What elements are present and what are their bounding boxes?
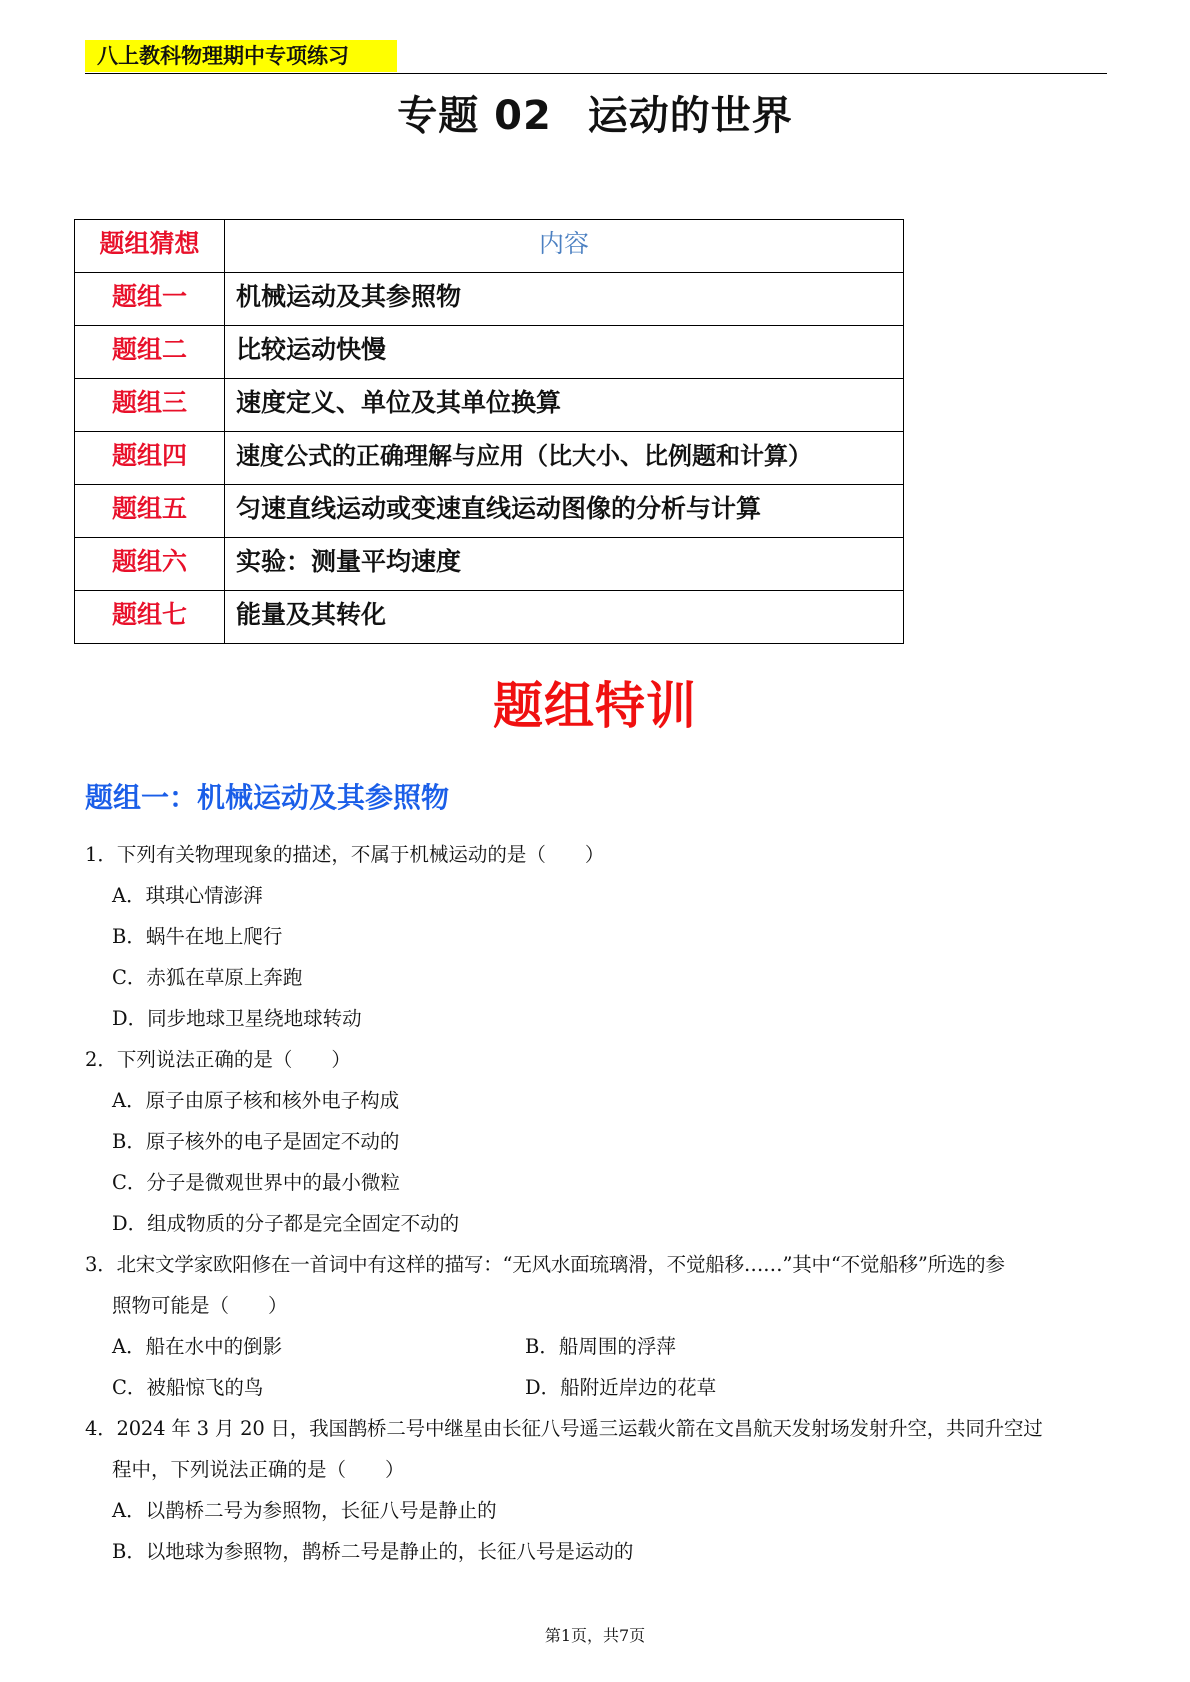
header-rule (85, 73, 1107, 74)
group-cell: 题组二 (75, 326, 225, 379)
group-cell: 题组七 (75, 591, 225, 644)
table-row (75, 485, 904, 538)
content-cell: 速度公式的正确理解与应用（比大小、比例题和计算） (225, 432, 904, 485)
question-2-option-b: B．原子核外的电子是固定不动的 (112, 1130, 400, 1153)
content-cell: 机械运动及其参照物 (225, 273, 904, 326)
question-4-stem-line-2: 程中，下列说法正确的是（ ） (112, 1458, 405, 1481)
title-name: 运动的世界 (587, 93, 793, 139)
question-1-option-d: D．同步地球卫星绕地球转动 (112, 1007, 362, 1030)
title-prefix: 专题 02 (397, 93, 552, 139)
question-4-option-a: A．以鹊桥二号为参照物，长征八号是静止的 (112, 1499, 497, 1522)
table-row (75, 432, 904, 485)
topic-table (74, 219, 904, 644)
question-4-option-b: B．以地球为参照物，鹊桥二号是静止的，长征八号是运动的 (112, 1540, 634, 1563)
section-title: 题组一：机械运动及其参照物 (85, 781, 450, 814)
content-cell: 能量及其转化 (225, 591, 904, 644)
table-row (75, 273, 904, 326)
content-cell: 实验：测量平均速度 (225, 538, 904, 591)
page-number: 第1页，共7页 (544, 1626, 646, 1645)
table-header-content: 内容 (225, 220, 904, 273)
table-header-group: 题组猜想 (75, 220, 225, 273)
question-3-option-b: B．船周围的浮萍 (525, 1335, 676, 1358)
group-cell: 题组四 (75, 432, 225, 485)
question-4-stem-line-1: 4．2024 年 3 月 20 日，我国鹊桥二号中继星由长征八号遥三运载火箭在文昌航天发射场发射升空，共同升空过 (85, 1417, 1043, 1440)
question-1-option-a: A．琪琪心情澎湃 (112, 884, 263, 907)
question-3-option-d: D．船附近岸边的花草 (525, 1376, 717, 1399)
content-cell: 匀速直线运动或变速直线运动图像的分析与计算 (225, 485, 904, 538)
content-cell: 比较运动快慢 (225, 326, 904, 379)
question-2-option-d: D．组成物质的分子都是完全固定不动的 (112, 1212, 460, 1235)
document-title (0, 84, 1190, 141)
question-2-option-c: C．分子是微观世界中的最小微粒 (112, 1171, 400, 1194)
question-2-stem: 2．下列说法正确的是（ ） (85, 1048, 351, 1071)
group-cell: 题组六 (75, 538, 225, 591)
table-row (75, 591, 904, 644)
question-3-option-c: C．被船惊飞的鸟 (112, 1376, 264, 1399)
content-cell: 速度定义、单位及其单位换算 (225, 379, 904, 432)
question-1-option-c: C．赤狐在草原上奔跑 (112, 966, 303, 989)
table-row (75, 538, 904, 591)
group-cell: 题组一 (75, 273, 225, 326)
table-row (75, 379, 904, 432)
question-3-option-a: A．船在水中的倒影 (112, 1335, 283, 1358)
question-1-option-b: B．蜗牛在地上爬行 (112, 925, 283, 948)
training-title: 题组特训 (493, 677, 697, 735)
table-row (75, 326, 904, 379)
question-2-option-a: A．原子由原子核和核外电子构成 (112, 1089, 400, 1112)
group-cell: 题组五 (75, 485, 225, 538)
question-3-stem-line-1: 3．北宋文学家欧阳修在一首词中有这样的描写：“无风水面琉璃滑，不觉船移……”其中“不觉船移”所选的参 (85, 1253, 1005, 1276)
group-cell: 题组三 (75, 379, 225, 432)
question-1-stem: 1．下列有关物理现象的描述，不属于机械运动的是（ ） (85, 843, 605, 866)
question-3-stem-line-2: 照物可能是（ ） (112, 1294, 288, 1317)
series-tag: 八上教科物理期中专项练习 (85, 40, 397, 72)
table-header-row (75, 220, 904, 273)
